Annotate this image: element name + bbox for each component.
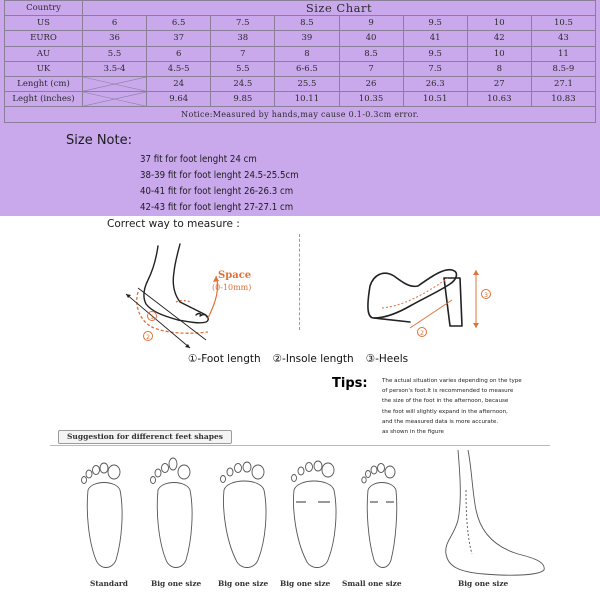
- size-cell: 10: [467, 46, 531, 61]
- tips-line: the size of the foot in the afternoon, because: [382, 398, 509, 405]
- heel-shoe-illustration: [352, 248, 502, 340]
- size-cell: 9.64: [147, 92, 211, 107]
- size-cell: 26: [339, 76, 403, 91]
- feet-shapes-title: Suggestion for differenct feet shapes: [58, 430, 232, 444]
- size-cell: 10.11: [275, 92, 339, 107]
- size-cell: 8: [275, 46, 339, 61]
- size-cell: 7.5: [403, 61, 467, 76]
- foot-greek-icon: [151, 458, 193, 568]
- size-cell: 37: [147, 31, 211, 46]
- measure-heading: Correct way to measure :: [107, 218, 240, 230]
- size-cell: 9.5: [403, 46, 467, 61]
- tips-line: as shown in the figure: [382, 429, 444, 436]
- size-cell: 3.5-4: [83, 61, 147, 76]
- feet-shapes-illustration: [50, 450, 550, 582]
- size-cell: 6: [83, 16, 147, 31]
- size-row: [5, 76, 596, 91]
- measure-divider: [299, 234, 300, 330]
- size-row-header: UK: [5, 61, 83, 76]
- size-note-item: 38-39 fit for foot lenght 24.5-25.5cm: [140, 170, 299, 181]
- tips-line: and the measured data is more accurate.: [382, 418, 499, 425]
- foot-label: Big one size: [280, 579, 331, 588]
- space-label: Space: [218, 270, 252, 281]
- foot-standard-icon: [82, 463, 123, 568]
- tips-line: the foot will slightly expand in the afternoon,: [382, 408, 508, 415]
- size-cell: 10.63: [467, 92, 531, 107]
- size-cell: 10.5: [531, 16, 595, 31]
- foot-narrow-icon: [362, 464, 397, 568]
- size-cell: 7.5: [211, 16, 275, 31]
- size-cell: 39: [275, 31, 339, 46]
- marker-1: 1: [150, 314, 154, 321]
- measure-legend: [188, 353, 416, 365]
- size-cell: 5.5: [83, 46, 147, 61]
- size-cell: 26.3: [403, 76, 467, 91]
- size-cell: 25.5: [275, 76, 339, 91]
- foot-label: Standard: [90, 579, 128, 588]
- foot-label: Big one size: [218, 579, 269, 588]
- size-row: [5, 31, 596, 46]
- foot-wide-arrows-icon: [292, 461, 337, 568]
- size-row-header: Country: [5, 1, 83, 16]
- size-cell: 38: [211, 31, 275, 46]
- size-cell-empty: [83, 76, 147, 91]
- size-cell: 40: [339, 31, 403, 46]
- foot-label: Big one size: [151, 579, 202, 588]
- size-cell: 8.5: [339, 46, 403, 61]
- size-cell: 8.5-9: [531, 61, 595, 76]
- size-cell: 36: [83, 31, 147, 46]
- size-cell: 8.5: [275, 16, 339, 31]
- size-cell: 7: [211, 46, 275, 61]
- feet-shapes-panel: [50, 428, 550, 596]
- marker-2: 2: [146, 334, 150, 341]
- foot-label: Big one size: [458, 579, 509, 588]
- measure-notice: Notice:Measured by hands,may cause 0.1-0.3cm error.: [5, 107, 596, 122]
- size-cell: 10.51: [403, 92, 467, 107]
- size-cell: 11: [531, 46, 595, 61]
- size-note-item: 37 fit for foot lenght 24 cm: [140, 154, 257, 165]
- foot-measure-illustration: [108, 236, 268, 360]
- marker-2b: 2: [420, 330, 424, 337]
- size-cell: 27.1: [531, 76, 595, 91]
- size-cell: 9.5: [403, 16, 467, 31]
- size-chart-title: Size Chart: [83, 1, 596, 16]
- size-cell: 43: [531, 31, 595, 46]
- size-row-header: AU: [5, 46, 83, 61]
- size-cell: 6-6.5: [275, 61, 339, 76]
- size-cell: 7: [339, 61, 403, 76]
- size-cell: 5.5: [211, 61, 275, 76]
- space-range-label: (0-10mm): [212, 283, 252, 292]
- size-note-heading: Size Note:: [66, 133, 132, 148]
- size-cell: 9.85: [211, 92, 275, 107]
- size-row-header: US: [5, 16, 83, 31]
- legend-insole-length: ②-Insole length: [272, 353, 354, 365]
- size-cell-empty: [83, 92, 147, 107]
- size-cell: 24: [147, 76, 211, 91]
- foot-wide-icon: [221, 462, 267, 568]
- foot-high-instep-icon: [446, 450, 544, 575]
- size-cell: 6.5: [147, 16, 211, 31]
- marker-3: 3: [484, 292, 488, 299]
- size-cell: 27: [467, 76, 531, 91]
- tips-line: The actual situation varies depending on the type: [382, 378, 522, 384]
- size-cell: 4.5-5: [147, 61, 211, 76]
- size-row: [5, 1, 596, 16]
- size-row-header: Lenght (cm): [5, 76, 83, 91]
- size-row: [5, 46, 596, 61]
- size-note-list: [140, 152, 299, 216]
- size-chart-panel: [0, 0, 600, 216]
- notice-row: [5, 107, 596, 122]
- tips-line: of person's foot.It is recommended to measure: [382, 388, 514, 395]
- foot-label: Small one size: [342, 579, 402, 588]
- size-cell: 10: [467, 16, 531, 31]
- feet-shapes-header: [50, 428, 550, 446]
- size-cell: 10.83: [531, 92, 595, 107]
- size-row: [5, 16, 596, 31]
- size-cell: 9: [339, 16, 403, 31]
- size-cell: 41: [403, 31, 467, 46]
- size-cell: 6: [147, 46, 211, 61]
- size-row: [5, 61, 596, 76]
- size-chart-table: [4, 0, 596, 123]
- size-cell: 42: [467, 31, 531, 46]
- size-row-header: EURO: [5, 31, 83, 46]
- tips-label: Tips:: [332, 376, 368, 391]
- legend-heels: ③-Heels: [365, 353, 409, 365]
- size-cell: 8: [467, 61, 531, 76]
- size-note-item: 42-43 fit for foot lenght 27-27.1 cm: [140, 202, 294, 213]
- size-cell: 24.5: [211, 76, 275, 91]
- size-cell: 10.35: [339, 92, 403, 107]
- size-note-item: 40-41 fit for foot lenght 26-26.3 cm: [140, 186, 294, 197]
- size-row: [5, 92, 596, 107]
- legend-foot-length: ①-Foot length: [188, 353, 261, 365]
- size-row-header: Leght (inches): [5, 92, 83, 107]
